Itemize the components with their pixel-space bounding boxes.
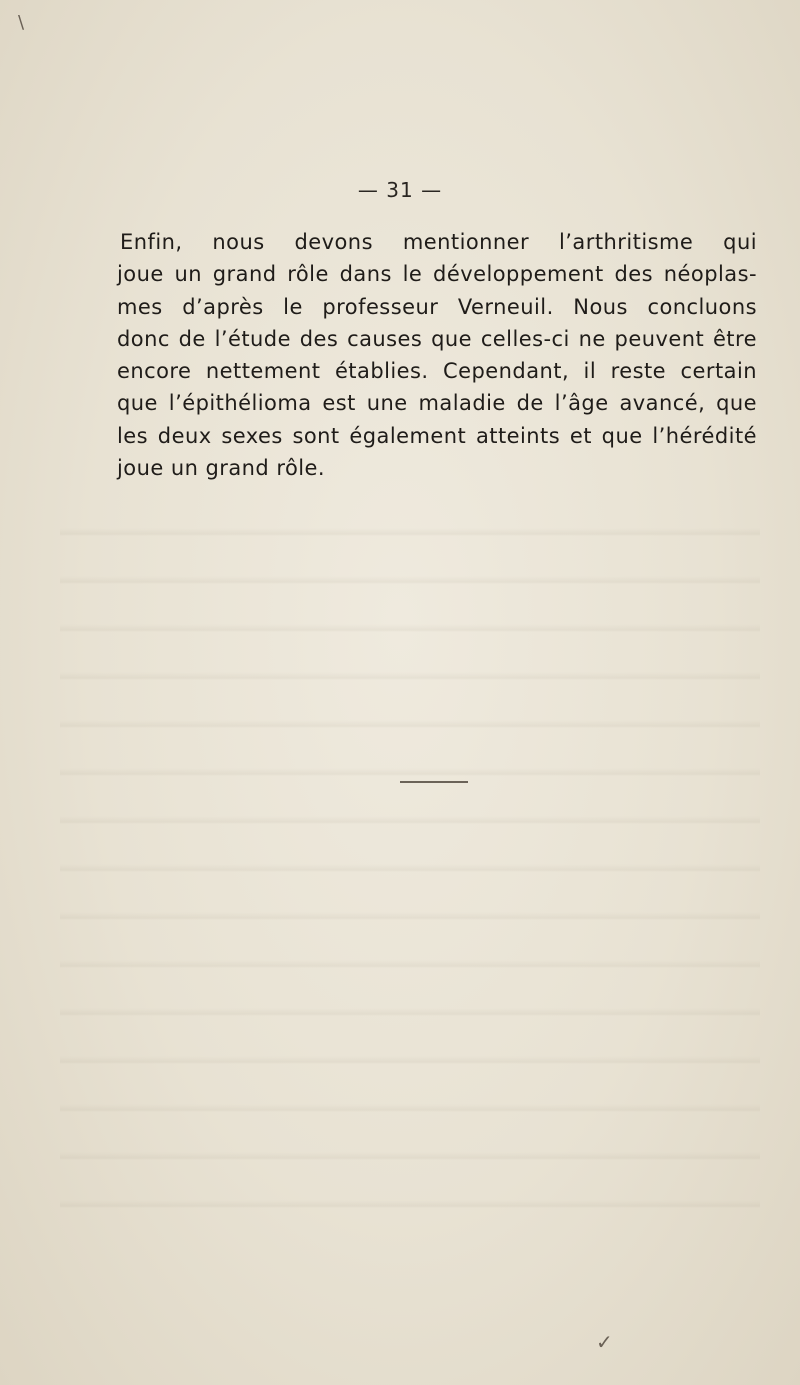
body-paragraph <box>117 226 757 484</box>
text-line: les deux sexes sont également atteints et que l’hérédité <box>117 423 757 448</box>
text-line: joue un grand rôle. <box>117 456 326 481</box>
text-line: que l’épithélioma est une maladie de l’âge avancé, que <box>117 391 757 416</box>
text-line: mes d’après le professeur Verneuil. Nous concluons <box>117 294 757 319</box>
text-line: encore nettement établies. Cependant, il reste certain <box>117 359 757 384</box>
section-divider <box>400 781 468 783</box>
text-line: joue un grand rôle dans le développement des néoplas- <box>117 262 757 287</box>
show-through-texture <box>60 490 760 1230</box>
margin-tick-mark: \ <box>18 12 25 33</box>
text-line: donc de l’étude des causes que celles-ci ne peuvent être <box>117 326 757 351</box>
page-number: — 31 — <box>357 178 443 202</box>
text-line: Enfin, nous devons mentionner l’arthritisme qui <box>120 230 757 254</box>
margin-check-mark: ✓ <box>596 1330 613 1354</box>
